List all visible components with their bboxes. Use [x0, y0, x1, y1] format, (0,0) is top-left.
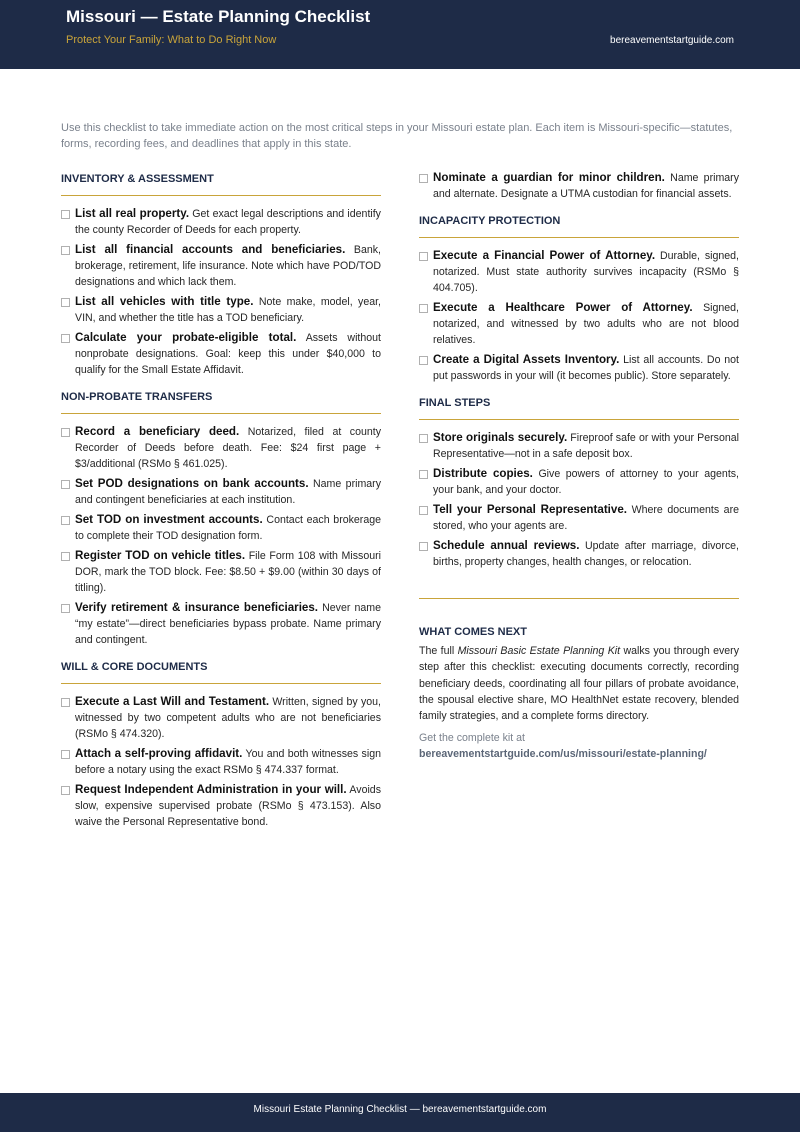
footer-text: Missouri Estate Planning Checklist — bereavementstartguide.com	[253, 1104, 547, 1115]
item-text: Update after marriage, divorce, births, property changes, health changes, or relocation.	[433, 540, 739, 568]
section-heading: INVENTORY & ASSESSMENT	[61, 173, 214, 185]
checkbox[interactable]	[61, 604, 70, 613]
item-text: Fireproof safe or with your Personal Representative—not in a safe deposit box.	[433, 432, 739, 460]
page-title: Missouri — Estate Planning Checklist	[66, 7, 371, 26]
divider	[419, 598, 739, 599]
checkbox[interactable]	[419, 434, 428, 443]
item-text: Assets without nonprobate designations. Goal: keep this under $40,000 to qualify for the Small Estate Affidavit.	[75, 332, 381, 376]
section-heading: FINAL STEPS	[419, 397, 491, 409]
item-lead: List all vehicles with title type.	[75, 295, 254, 308]
checkbox[interactable]	[61, 480, 70, 489]
checklist-item[interactable]	[419, 170, 739, 202]
section-heading: WILL & CORE DOCUMENTS	[61, 661, 208, 673]
right-top-items	[419, 170, 739, 202]
checkbox[interactable]	[419, 356, 428, 365]
item-text: Written, signed by you, witnessed by two competent adults who are not beneficiaries (RSMo § 474.320).	[75, 696, 381, 740]
item-text: Durable, signed, notarized. Must state authority survives incapacity (RSMo § 404.705).	[433, 250, 739, 294]
item-lead: Calculate your probate-eligible total.	[75, 331, 297, 344]
what-comes-next-heading: WHAT COMES NEXT	[419, 626, 527, 638]
checklist-item[interactable]	[419, 248, 739, 296]
item-lead: Attach a self-proving affidavit.	[75, 747, 243, 760]
item-lead: Execute a Financial Power of Attorney.	[433, 249, 656, 262]
what-comes-next-body	[419, 643, 739, 724]
checkbox[interactable]	[61, 750, 70, 759]
item-text: Name primary and alternate. Designate a UTMA custodian for financial assets.	[433, 172, 739, 200]
checklist-item[interactable]	[419, 466, 739, 498]
item-text: Notarized, filed at county Recorder of Deeds before death. Fee: $24 first page + $3/additional (RSMo § 461.025).	[75, 426, 381, 470]
item-text: Get exact legal descriptions and identify the county Recorder of Deeds for each property.	[75, 208, 381, 236]
right-sections	[419, 206, 739, 570]
item-lead: Execute a Healthcare Power of Attorney.	[433, 301, 693, 314]
item-text: You and both witnesses sign before a notary using the exact RSMo § 474.337 format.	[75, 748, 381, 776]
next-body-pre: The full	[419, 645, 458, 657]
checklist-item[interactable]	[61, 600, 381, 648]
checkbox[interactable]	[61, 552, 70, 561]
section-rule	[419, 237, 739, 238]
item-lead: Register TOD on vehicle titles.	[75, 549, 246, 562]
item-lead: Set POD designations on bank accounts.	[75, 477, 309, 490]
item-lead: Request Independent Administration in your will.	[75, 783, 347, 796]
item-text: Note make, model, year, VIN, and whether the title has a TOD beneficiary.	[75, 296, 381, 324]
item-text: Contact each brokerage to complete their TOD designation form.	[75, 514, 382, 542]
left-column	[61, 170, 381, 834]
item-lead: Record a beneficiary deed.	[75, 425, 240, 438]
checklist-item[interactable]	[61, 330, 381, 378]
checkbox[interactable]	[419, 470, 428, 479]
page-header	[0, 0, 800, 69]
checkbox[interactable]	[61, 698, 70, 707]
intro-text: Use this checklist to take immediate action on the most critical steps in your Missouri estate plan. Each item is Missouri-specific—statutes, forms, recording fees, and deadlines that apply in this state.	[61, 122, 733, 150]
header-site-link[interactable]: bereavementstartguide.com	[610, 35, 734, 46]
section-rule	[61, 413, 381, 414]
checkbox[interactable]	[61, 246, 70, 255]
item-text: Signed, notarized, and witnessed by two adults who are not blood relatives.	[433, 302, 740, 346]
item-lead: Set TOD on investment accounts.	[75, 513, 263, 526]
checklist-item[interactable]	[61, 424, 381, 472]
item-lead: Tell your Personal Representative.	[433, 503, 628, 516]
item-lead: Distribute copies.	[433, 467, 533, 480]
checklist-item[interactable]	[419, 502, 739, 534]
item-lead: List all financial accounts and beneficiaries.	[75, 243, 346, 256]
section-heading: INCAPACITY PROTECTION	[419, 215, 561, 227]
checklist-item[interactable]	[61, 694, 381, 742]
item-lead: List all real property.	[75, 207, 190, 220]
item-text: File Form 108 with Missouri DOR, mark the TOD block. Fee: $8.50 + $9.00 (within 30 days of titling).	[75, 550, 381, 594]
section-rule	[419, 419, 739, 420]
checkbox[interactable]	[61, 516, 70, 525]
item-text: List all accounts. Do not put passwords in your will (it becomes public). Store separately.	[433, 354, 739, 382]
item-text: Give powers of attorney to your agents, your bank, and your doctor.	[433, 468, 739, 496]
item-lead: Verify retirement & insurance beneficiaries.	[75, 601, 319, 614]
item-lead: Execute a Last Will and Testament.	[75, 695, 270, 708]
checklist-item[interactable]	[61, 782, 381, 830]
kit-link[interactable]: bereavementstartguide.com/us/missouri/estate-planning/	[419, 748, 707, 761]
checklist-item[interactable]	[61, 242, 381, 290]
checkbox[interactable]	[419, 506, 428, 515]
checklist-item[interactable]	[61, 476, 381, 508]
checkbox[interactable]	[61, 428, 70, 437]
section-heading: NON-PROBATE TRANSFERS	[61, 391, 213, 403]
checkbox[interactable]	[419, 304, 428, 313]
checklist-item[interactable]	[419, 430, 739, 462]
checklist-item[interactable]	[419, 352, 739, 384]
section-rule	[61, 683, 381, 684]
kit-title: Missouri Basic Estate Planning Kit	[457, 645, 621, 657]
checklist-item[interactable]	[61, 294, 381, 326]
checkbox[interactable]	[61, 298, 70, 307]
item-text: Avoids slow, expensive supervised probate (RSMo § 473.153). Also waive the Personal Representative bond.	[75, 784, 382, 828]
checklist-item[interactable]	[61, 206, 381, 238]
item-lead: Store originals securely.	[433, 431, 568, 444]
right-column	[419, 170, 739, 762]
item-text: Never name “my estate”—direct beneficiaries bypass probate. Name primary and contingent.	[75, 602, 381, 646]
checkbox[interactable]	[419, 174, 428, 183]
checkbox[interactable]	[61, 334, 70, 343]
checklist-item[interactable]	[61, 548, 381, 596]
checklist-item[interactable]	[61, 512, 381, 544]
section-rule	[61, 195, 381, 196]
checklist-item[interactable]	[419, 538, 739, 570]
checkbox[interactable]	[61, 786, 70, 795]
checkbox[interactable]	[419, 542, 428, 551]
item-lead: Create a Digital Assets Inventory.	[433, 353, 620, 366]
item-text: Name primary and contingent beneficiaries at each institution.	[75, 478, 381, 506]
next-body-post: walks you through every step after this checklist: executing documents correctly, recording beneficiary deeds, coordinating all four pillars of probate avoidance, the spousal elective share, MO HealthNet estate recovery, blended family strategies, and a complete forms directory.	[419, 645, 739, 723]
item-text: Bank, brokerage, retirement, life insurance. Note which have POD/TOD designations and which lack them.	[75, 244, 381, 288]
page-footer	[0, 1093, 800, 1132]
checkbox[interactable]	[419, 252, 428, 261]
checkbox[interactable]	[61, 210, 70, 219]
checklist-item[interactable]	[61, 746, 381, 778]
item-text: Where documents are stored, who your agents are.	[433, 504, 739, 532]
checklist-item[interactable]	[419, 300, 739, 348]
item-lead: Nominate a guardian for minor children.	[433, 171, 665, 184]
page-subtitle: Protect Your Family: What to Do Right Now	[66, 34, 277, 46]
item-lead: Schedule annual reviews.	[433, 539, 580, 552]
cta-text: Get the complete kit at	[419, 732, 525, 745]
